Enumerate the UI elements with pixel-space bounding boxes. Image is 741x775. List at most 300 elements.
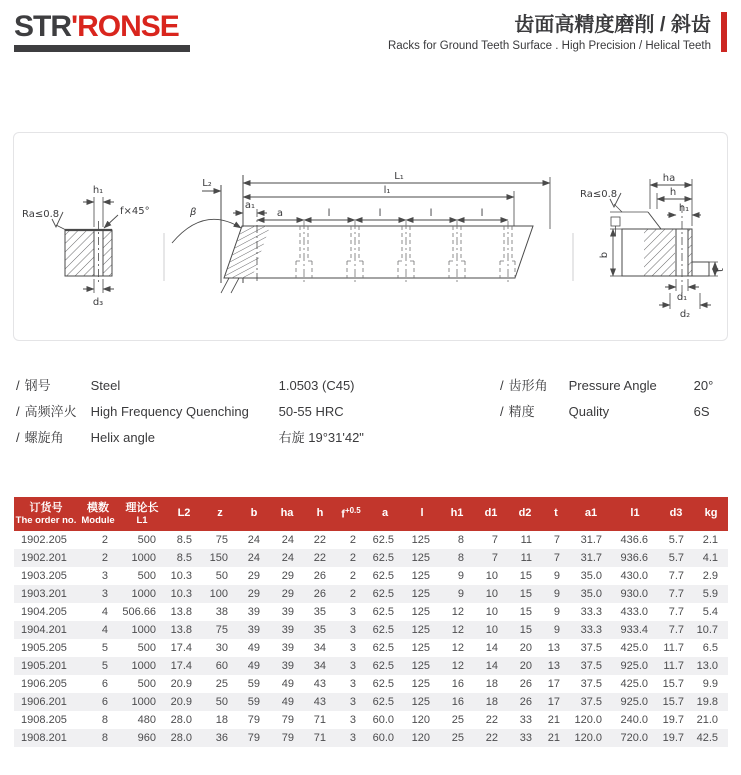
rack-side-view <box>172 175 550 293</box>
column-header-18: kg <box>704 507 718 520</box>
table-cell: 28.0 <box>170 714 192 726</box>
table-cell: 21 <box>547 714 560 726</box>
table-row <box>14 639 728 657</box>
brand-logo-text <box>14 12 190 42</box>
table-cell: 37.5 <box>580 678 602 690</box>
order-no-cell: 1902.201 <box>21 552 67 564</box>
table-cell: 14 <box>485 642 498 654</box>
order-no-cell: 1903.205 <box>21 570 67 582</box>
table-cell: 8 <box>457 552 464 564</box>
table-cell: 11 <box>520 552 532 564</box>
table-cell: 2 <box>349 552 356 564</box>
table-cell: 8.5 <box>176 552 192 564</box>
spec-label-en: Pressure Angle <box>568 378 657 393</box>
order-no-cell: 1903.201 <box>21 588 67 600</box>
spec-label-zh: 螺旋角 <box>24 430 64 445</box>
table-row <box>14 585 728 603</box>
spec-label-en: Steel <box>90 378 121 393</box>
table-cell: 5.4 <box>702 606 718 618</box>
table-cell: 936.6 <box>620 552 648 564</box>
slash: / <box>16 378 20 393</box>
table-cell: 100 <box>209 588 228 600</box>
table-cell: 50 <box>215 570 228 582</box>
table-cell: 15 <box>519 570 532 582</box>
table-cell: 436.6 <box>620 534 648 546</box>
table-cell: 3 <box>101 570 108 582</box>
table-cell: 31.7 <box>580 534 602 546</box>
table-cell: 26 <box>313 588 326 600</box>
table-cell: 24 <box>247 552 260 564</box>
table-cell: 3 <box>349 714 356 726</box>
table-cell: 13.8 <box>170 606 192 618</box>
table-cell: 35.0 <box>580 570 602 582</box>
table-cell: 15.7 <box>662 678 684 690</box>
table-cell: 36 <box>215 732 228 744</box>
table-cell: 50 <box>215 696 228 708</box>
column-header-15: a1 <box>584 507 598 520</box>
table-cell: 12 <box>451 606 464 618</box>
table-cell: 18 <box>215 714 228 726</box>
table-cell: 37.5 <box>580 660 602 672</box>
table-cell: 37.5 <box>580 642 602 654</box>
table-cell: 480 <box>137 714 156 726</box>
table-cell: 10.3 <box>170 588 192 600</box>
page-title: 齿面高精度磨削 / 斜齿 <box>514 13 711 36</box>
table-cell: 34 <box>313 642 326 654</box>
column-header-2: 理论长 L1 <box>125 501 159 526</box>
table-cell: 2.1 <box>702 534 718 546</box>
table-cell: 6 <box>101 678 108 690</box>
table-cell: 425.0 <box>620 642 648 654</box>
table-cell: 43 <box>313 678 326 690</box>
table-cell: 62.5 <box>372 552 394 564</box>
table-cell: 9 <box>457 570 464 582</box>
order-no-cell: 1905.201 <box>21 660 67 672</box>
table-cell: 75 <box>215 534 228 546</box>
table-cell: 2 <box>349 588 356 600</box>
slash: / <box>16 404 20 419</box>
table-cell: 20.9 <box>170 678 192 690</box>
table-row <box>14 567 728 585</box>
spec-label-zh: 钢号 <box>24 378 51 393</box>
table-cell: 11.7 <box>663 660 684 672</box>
spec-value: 20° <box>693 378 714 393</box>
table-cell: 3 <box>349 624 356 636</box>
table-row <box>14 603 728 621</box>
column-header-4: z <box>217 507 223 520</box>
column-header-10: l <box>420 507 424 520</box>
table-cell: 5.7 <box>668 552 684 564</box>
table-cell: 8 <box>101 714 108 726</box>
table-cell: 21.0 <box>696 714 718 726</box>
spec-section <box>16 375 727 453</box>
table-cell: 62.5 <box>372 660 394 672</box>
table-cell: 9.9 <box>702 678 718 690</box>
table-cell: 20 <box>519 660 532 672</box>
table-cell: 125 <box>411 606 430 618</box>
table-cell: 79 <box>247 732 260 744</box>
table-cell: 1000 <box>131 624 156 636</box>
table-head-row <box>14 497 728 531</box>
table-cell: 720.0 <box>620 732 648 744</box>
logo-red-part: 'RONSE <box>71 10 179 43</box>
spec-pressure-angle <box>500 375 727 401</box>
spec-helix-angle <box>16 427 500 453</box>
table-cell: 9 <box>553 606 560 618</box>
column-header-9: a <box>381 507 389 520</box>
table-cell: 34 <box>313 660 326 672</box>
table-cell: 75 <box>215 624 228 636</box>
dim-label-ra-left: Ra≤0.8 <box>22 209 60 220</box>
table-cell: 506.66 <box>122 606 156 618</box>
order-no-cell: 1904.201 <box>21 624 67 636</box>
spec-steel <box>16 375 500 401</box>
table-cell: 33 <box>519 732 532 744</box>
table-cell: 3 <box>349 606 356 618</box>
dim-label-h1-left: h₁ <box>92 185 104 196</box>
table-cell: 500 <box>137 678 156 690</box>
slash: / <box>16 430 20 445</box>
table-cell: 16 <box>451 678 464 690</box>
table-cell: 5.9 <box>702 588 718 600</box>
table-cell: 71 <box>313 714 326 726</box>
table-cell: 120.0 <box>574 732 602 744</box>
dim-label-l: l <box>429 208 433 219</box>
rack-drawing-svg <box>14 133 727 340</box>
table-cell: 125 <box>411 696 430 708</box>
table-cell: 26 <box>519 678 532 690</box>
table-cell: 930.0 <box>620 588 648 600</box>
spec-label-en: Helix angle <box>90 430 155 445</box>
table-cell: 24 <box>281 534 294 546</box>
table-cell: 10 <box>485 606 498 618</box>
rack-dimension-table <box>14 497 728 747</box>
dim-label-b: b <box>599 251 610 259</box>
table-cell: 33 <box>519 714 532 726</box>
table-cell: 125 <box>411 642 430 654</box>
table-cell: 2 <box>101 552 108 564</box>
order-no-cell: 1904.205 <box>21 606 67 618</box>
table-cell: 13 <box>547 642 560 654</box>
table-cell: 125 <box>411 534 430 546</box>
table-cell: 10 <box>485 570 498 582</box>
table-cell: 7 <box>553 552 560 564</box>
dim-label-a1: a₁ <box>244 200 256 211</box>
spec-label-en: Quality <box>568 404 610 419</box>
table-body <box>14 531 728 747</box>
column-header-1: 模数 Module <box>81 501 115 526</box>
table-cell: 2 <box>101 534 108 546</box>
table-cell: 33.3 <box>580 606 602 618</box>
table-cell: 19.7 <box>662 732 684 744</box>
dim-label-h1-right: h₁ <box>678 203 690 214</box>
table-cell: 62.5 <box>372 606 394 618</box>
table-cell: 960 <box>137 732 156 744</box>
table-cell: 20.9 <box>170 696 192 708</box>
table-cell: 79 <box>281 714 294 726</box>
table-cell: 9 <box>553 624 560 636</box>
table-cell: 8 <box>457 534 464 546</box>
table-cell: 125 <box>411 678 430 690</box>
dim-label-f45: f×45° <box>120 206 150 217</box>
order-no-cell: 1902.205 <box>21 534 67 546</box>
table-cell: 39 <box>281 660 294 672</box>
dim-label-d1: d₁ <box>676 292 688 303</box>
dim-label-beta: β <box>190 207 197 218</box>
table-cell: 15 <box>519 606 532 618</box>
table-cell: 10.3 <box>170 570 192 582</box>
dim-label-L2: L₂ <box>202 178 212 189</box>
table-cell: 29 <box>247 570 260 582</box>
table-cell: 19.7 <box>662 714 684 726</box>
table-cell: 125 <box>411 660 430 672</box>
table-cell: 22 <box>313 552 326 564</box>
title-accent-bar <box>721 12 727 52</box>
column-header-17: d3 <box>669 507 683 520</box>
table-cell: 22 <box>313 534 326 546</box>
column-header-0: 订货号 The order no. <box>15 501 77 526</box>
table-cell: 60.0 <box>372 714 394 726</box>
table-cell: 25 <box>215 678 228 690</box>
spec-label-zh: 精度 <box>508 404 535 419</box>
table-cell: 933.4 <box>620 624 648 636</box>
table-cell: 7.7 <box>668 606 684 618</box>
table-cell: 8 <box>101 732 108 744</box>
spec-value: 右旋 19°31'42" <box>278 430 364 445</box>
dim-label-h: h <box>669 187 677 198</box>
spec-quality <box>500 401 727 427</box>
table-cell: 5 <box>101 642 108 654</box>
column-header-12: d1 <box>484 507 498 520</box>
table-cell: 6.5 <box>702 642 718 654</box>
table-cell: 49 <box>281 678 294 690</box>
table-cell: 11 <box>520 534 532 546</box>
brand-logo <box>14 12 190 52</box>
dim-label-d3: d₃ <box>92 297 104 308</box>
table-cell: 2 <box>349 570 356 582</box>
table-cell: 31.7 <box>580 552 602 564</box>
table-cell: 10.7 <box>696 624 718 636</box>
spec-label-zh: 高频淬火 <box>24 404 77 419</box>
spec-value: 50-55 HRC <box>278 404 344 419</box>
table-cell: 8.5 <box>176 534 192 546</box>
table-cell: 4 <box>101 606 108 618</box>
table-cell: 49 <box>247 642 260 654</box>
table-cell: 49 <box>247 660 260 672</box>
table-cell: 37.5 <box>580 696 602 708</box>
table-cell: 2.9 <box>702 570 718 582</box>
table-cell: 9 <box>457 588 464 600</box>
table-cell: 13.8 <box>170 624 192 636</box>
table-cell: 25 <box>451 732 464 744</box>
table-cell: 21 <box>547 732 560 744</box>
table-cell: 7 <box>491 552 498 564</box>
dim-label-l1: l₁ <box>383 185 391 196</box>
table-cell: 25 <box>451 714 464 726</box>
dim-label-l: l <box>378 208 382 219</box>
column-header-16: l1 <box>630 507 640 520</box>
order-no-cell: 1906.205 <box>21 678 67 690</box>
table-row <box>14 657 728 675</box>
column-header-11: h1 <box>450 507 464 520</box>
table-cell: 62.5 <box>372 588 394 600</box>
table-cell: 6 <box>101 696 108 708</box>
table-cell: 29 <box>281 588 294 600</box>
table-cell: 12 <box>451 660 464 672</box>
table-cell: 925.0 <box>620 696 648 708</box>
table-cell: 150 <box>209 552 228 564</box>
column-header-3: L2 <box>177 507 191 520</box>
table-cell: 11.7 <box>663 642 684 654</box>
table-cell: 17.4 <box>170 660 192 672</box>
spec-quenching <box>16 401 500 427</box>
table-cell: 59 <box>247 678 260 690</box>
table-cell: 13 <box>547 660 560 672</box>
table-cell: 13.0 <box>696 660 718 672</box>
table-cell: 7.7 <box>668 570 684 582</box>
column-header-6: ha <box>280 507 294 520</box>
table-cell: 79 <box>247 714 260 726</box>
table-cell: 120 <box>411 714 430 726</box>
table-cell: 5 <box>101 660 108 672</box>
table-cell: 35 <box>313 606 326 618</box>
table-cell: 17 <box>547 678 560 690</box>
table-cell: 35.0 <box>580 588 602 600</box>
table-cell: 500 <box>137 570 156 582</box>
table-cell: 79 <box>281 732 294 744</box>
table-cell: 20 <box>519 642 532 654</box>
table-cell: 125 <box>411 624 430 636</box>
table-cell: 30 <box>215 642 228 654</box>
right-section-view <box>610 179 718 309</box>
dim-label-d2: d₂ <box>679 309 691 320</box>
table-row <box>14 675 728 693</box>
logo-dark-part: STR <box>14 10 71 43</box>
table-cell: 42.5 <box>696 732 718 744</box>
dim-label-L1: L₁ <box>394 171 404 182</box>
table-cell: 39 <box>247 606 260 618</box>
table-cell: 125 <box>411 588 430 600</box>
dim-label-l: l <box>480 208 484 219</box>
column-header-7: h <box>316 507 324 520</box>
table-cell: 125 <box>411 552 430 564</box>
table-row <box>14 549 728 567</box>
order-no-cell: 1908.205 <box>21 714 67 726</box>
table-cell: 125 <box>411 570 430 582</box>
table-cell: 4 <box>101 624 108 636</box>
spec-value: 1.0503 (C45) <box>278 378 355 393</box>
spec-label-zh: 齿形角 <box>508 378 548 393</box>
table-cell: 29 <box>247 588 260 600</box>
table-cell: 7 <box>553 534 560 546</box>
table-cell: 16 <box>451 696 464 708</box>
table-cell: 62.5 <box>372 642 394 654</box>
left-section-view <box>52 197 118 293</box>
table-row <box>14 693 728 711</box>
column-header-13: d2 <box>518 507 532 520</box>
table-cell: 17 <box>547 696 560 708</box>
slash: / <box>500 404 504 419</box>
table-cell: 18 <box>485 696 498 708</box>
table-cell: 22 <box>485 732 498 744</box>
table-cell: 1000 <box>131 588 156 600</box>
table-cell: 3 <box>349 642 356 654</box>
table-cell: 49 <box>281 696 294 708</box>
order-no-cell: 1908.201 <box>21 732 67 744</box>
table-cell: 14 <box>485 660 498 672</box>
table-cell: 12 <box>451 624 464 636</box>
table-cell: 500 <box>137 642 156 654</box>
table-cell: 10 <box>485 588 498 600</box>
table-cell: 15 <box>519 624 532 636</box>
table-row <box>14 711 728 729</box>
table-cell: 18 <box>485 678 498 690</box>
table-cell: 39 <box>281 624 294 636</box>
table-cell: 1000 <box>131 660 156 672</box>
table-cell: 9 <box>553 588 560 600</box>
page-header <box>0 0 741 52</box>
table-cell: 22 <box>485 714 498 726</box>
table-cell: 12 <box>451 642 464 654</box>
slash: / <box>500 378 504 393</box>
logo-underline-bar <box>14 45 190 52</box>
table-row <box>14 729 728 747</box>
dim-label-ra-right: Ra≤0.8 <box>580 189 618 200</box>
table-cell: 7.7 <box>668 588 684 600</box>
order-no-cell: 1905.205 <box>21 642 67 654</box>
table-cell: 3 <box>101 588 108 600</box>
dim-label-l: l <box>327 208 331 219</box>
order-no-cell: 1906.201 <box>21 696 67 708</box>
table-cell: 15.7 <box>662 696 684 708</box>
table-cell: 1000 <box>131 696 156 708</box>
table-cell: 15 <box>519 588 532 600</box>
title-wrap <box>388 12 727 52</box>
table-cell: 925.0 <box>620 660 648 672</box>
column-header-8: $f^{+0.5}$ <box>341 506 361 521</box>
table-cell: 5.7 <box>668 534 684 546</box>
table-cell: 3 <box>349 678 356 690</box>
table-cell: 3 <box>349 732 356 744</box>
table-cell: 60 <box>215 660 228 672</box>
table-cell: 19.8 <box>696 696 718 708</box>
table-cell: 120.0 <box>574 714 602 726</box>
table-cell: 4.1 <box>702 552 718 564</box>
table-cell: 7.7 <box>668 624 684 636</box>
table-cell: 500 <box>137 534 156 546</box>
table-cell: 7 <box>491 534 498 546</box>
column-header-5: b <box>250 507 258 520</box>
table-row <box>14 531 728 549</box>
table-cell: 62.5 <box>372 624 394 636</box>
table-cell: 39 <box>281 642 294 654</box>
table-cell: 62.5 <box>372 678 394 690</box>
table-cell: 28.0 <box>170 732 192 744</box>
table-cell: 24 <box>281 552 294 564</box>
table-cell: 2 <box>349 534 356 546</box>
table-cell: 3 <box>349 696 356 708</box>
table-cell: 39 <box>247 624 260 636</box>
table-cell: 62.5 <box>372 570 394 582</box>
table-cell: 59 <box>247 696 260 708</box>
table-cell: 17.4 <box>170 642 192 654</box>
dim-label-ha: ha <box>662 173 676 184</box>
table-cell: 43 <box>313 696 326 708</box>
technical-drawing-panel <box>13 132 728 341</box>
table-cell: 38 <box>215 606 228 618</box>
table-cell: 24 <box>247 534 260 546</box>
table-cell: 1000 <box>131 552 156 564</box>
